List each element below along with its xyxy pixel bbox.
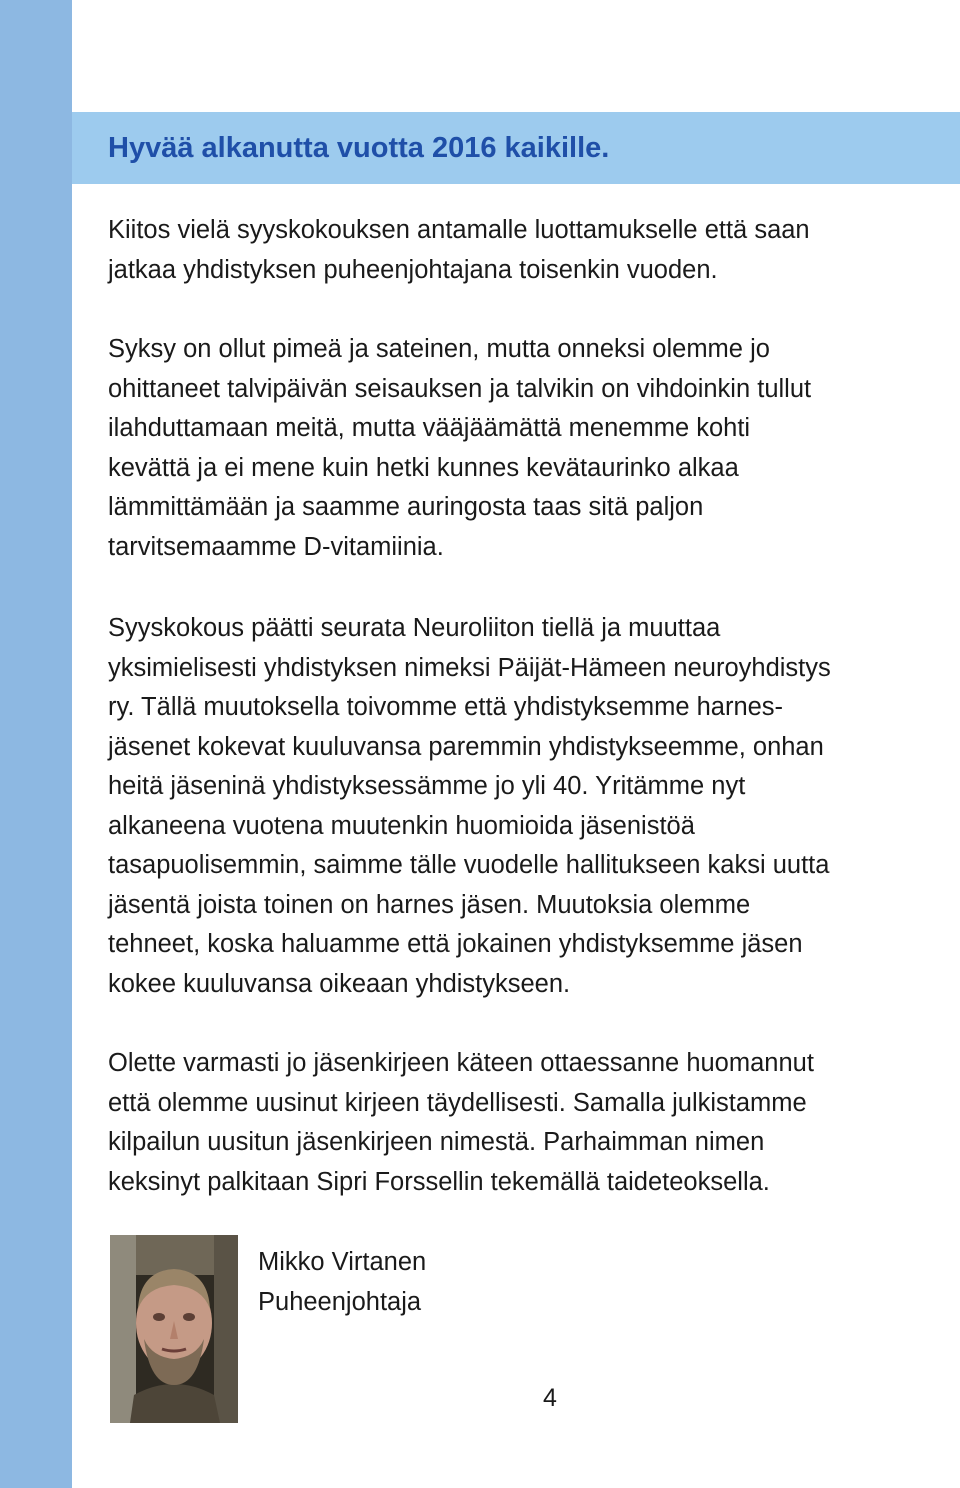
text-line: jatkaa yhdistyksen puheenjohtajana toisenkin vuoden. bbox=[108, 255, 718, 284]
signature-name: Mikko Virtanen bbox=[258, 1248, 427, 1276]
page-heading: Hyvää alkanutta vuotta 2016 kaikille. bbox=[108, 132, 610, 164]
paragraph-meeting bbox=[108, 609, 958, 1004]
side-color-bar bbox=[0, 0, 72, 1488]
text-line: Olette varmasti jo jäsenkirjeen käteen ottaessanne huomannut bbox=[108, 1049, 814, 1077]
text-line: tehneet, koska haluamme että jokainen yhdistyksemme jäsen bbox=[108, 930, 803, 958]
page-number: 4 bbox=[543, 1384, 557, 1412]
text-line: kokee kuuluvansa oikeaan yhdistykseen. bbox=[108, 969, 571, 998]
text-line: lämmittämään ja saamme auringosta taas sitä paljon bbox=[108, 493, 704, 521]
text-line: jäsenet kokevat kuuluvansa paremmin yhdistykseemme, onhan bbox=[108, 732, 824, 761]
text-line: Syyskokous päätti seurata Neuroliiton tiellä ja muuttaa bbox=[108, 614, 721, 642]
text-line: keksinyt palkitaan Sipri Forssellin tekemällä taideteoksella. bbox=[108, 1167, 770, 1196]
text-line: Syksy on ollut pimeä ja sateinen, mutta onneksi olemme jo bbox=[108, 335, 770, 363]
text-line: ry. Tällä muutoksella toivomme että yhdistyksemme harnes- bbox=[108, 693, 784, 721]
text-line: ohittaneet talvipäivän seisauksen ja talvikin on vihdoinkin tullut bbox=[108, 374, 812, 403]
text-line: kilpailun uusitun jäsenkirjeen nimestä. Parhaimman nimen bbox=[108, 1128, 765, 1156]
text-line: ilahduttamaan meitä, mutta vääjäämättä menemme kohti bbox=[108, 414, 751, 442]
paragraph-newsletter bbox=[108, 1044, 958, 1202]
paragraph-thanks bbox=[108, 211, 958, 290]
signature-title: Puheenjohtaja bbox=[258, 1287, 422, 1316]
paragraph-autumn bbox=[108, 330, 958, 567]
text-line: yksimielisesti yhdistyksen nimeksi Päijät-Hämeen neuroyhdistys bbox=[108, 653, 831, 682]
text-line: Kiitos vielä syyskokouksen antamalle luottamukselle että saan bbox=[108, 216, 810, 244]
text-line: kevättä ja ei mene kuin hetki kunnes kevätaurinko alkaa bbox=[108, 453, 739, 482]
text-line: että olemme uusinut kirjeen täydellisesti. Samalla julkistamme bbox=[108, 1088, 807, 1117]
signature bbox=[258, 1243, 426, 1322]
text-line: alkaneena vuotena muutenkin huomioida jäsenistöä bbox=[108, 811, 695, 840]
text-line: tarvitsemaamme D-vitamiinia. bbox=[108, 532, 444, 561]
text-line: jäsentä joista toinen on harnes jäsen. Muutoksia olemme bbox=[108, 890, 751, 919]
text-line: tasapuolisemmin, saimme tälle vuodelle hallitukseen kaksi uutta bbox=[108, 851, 830, 879]
chairman-photo bbox=[110, 1235, 238, 1423]
text-line: heitä jäseninä yhdistyksessämme jo yli 40. Yritämme nyt bbox=[108, 772, 746, 800]
